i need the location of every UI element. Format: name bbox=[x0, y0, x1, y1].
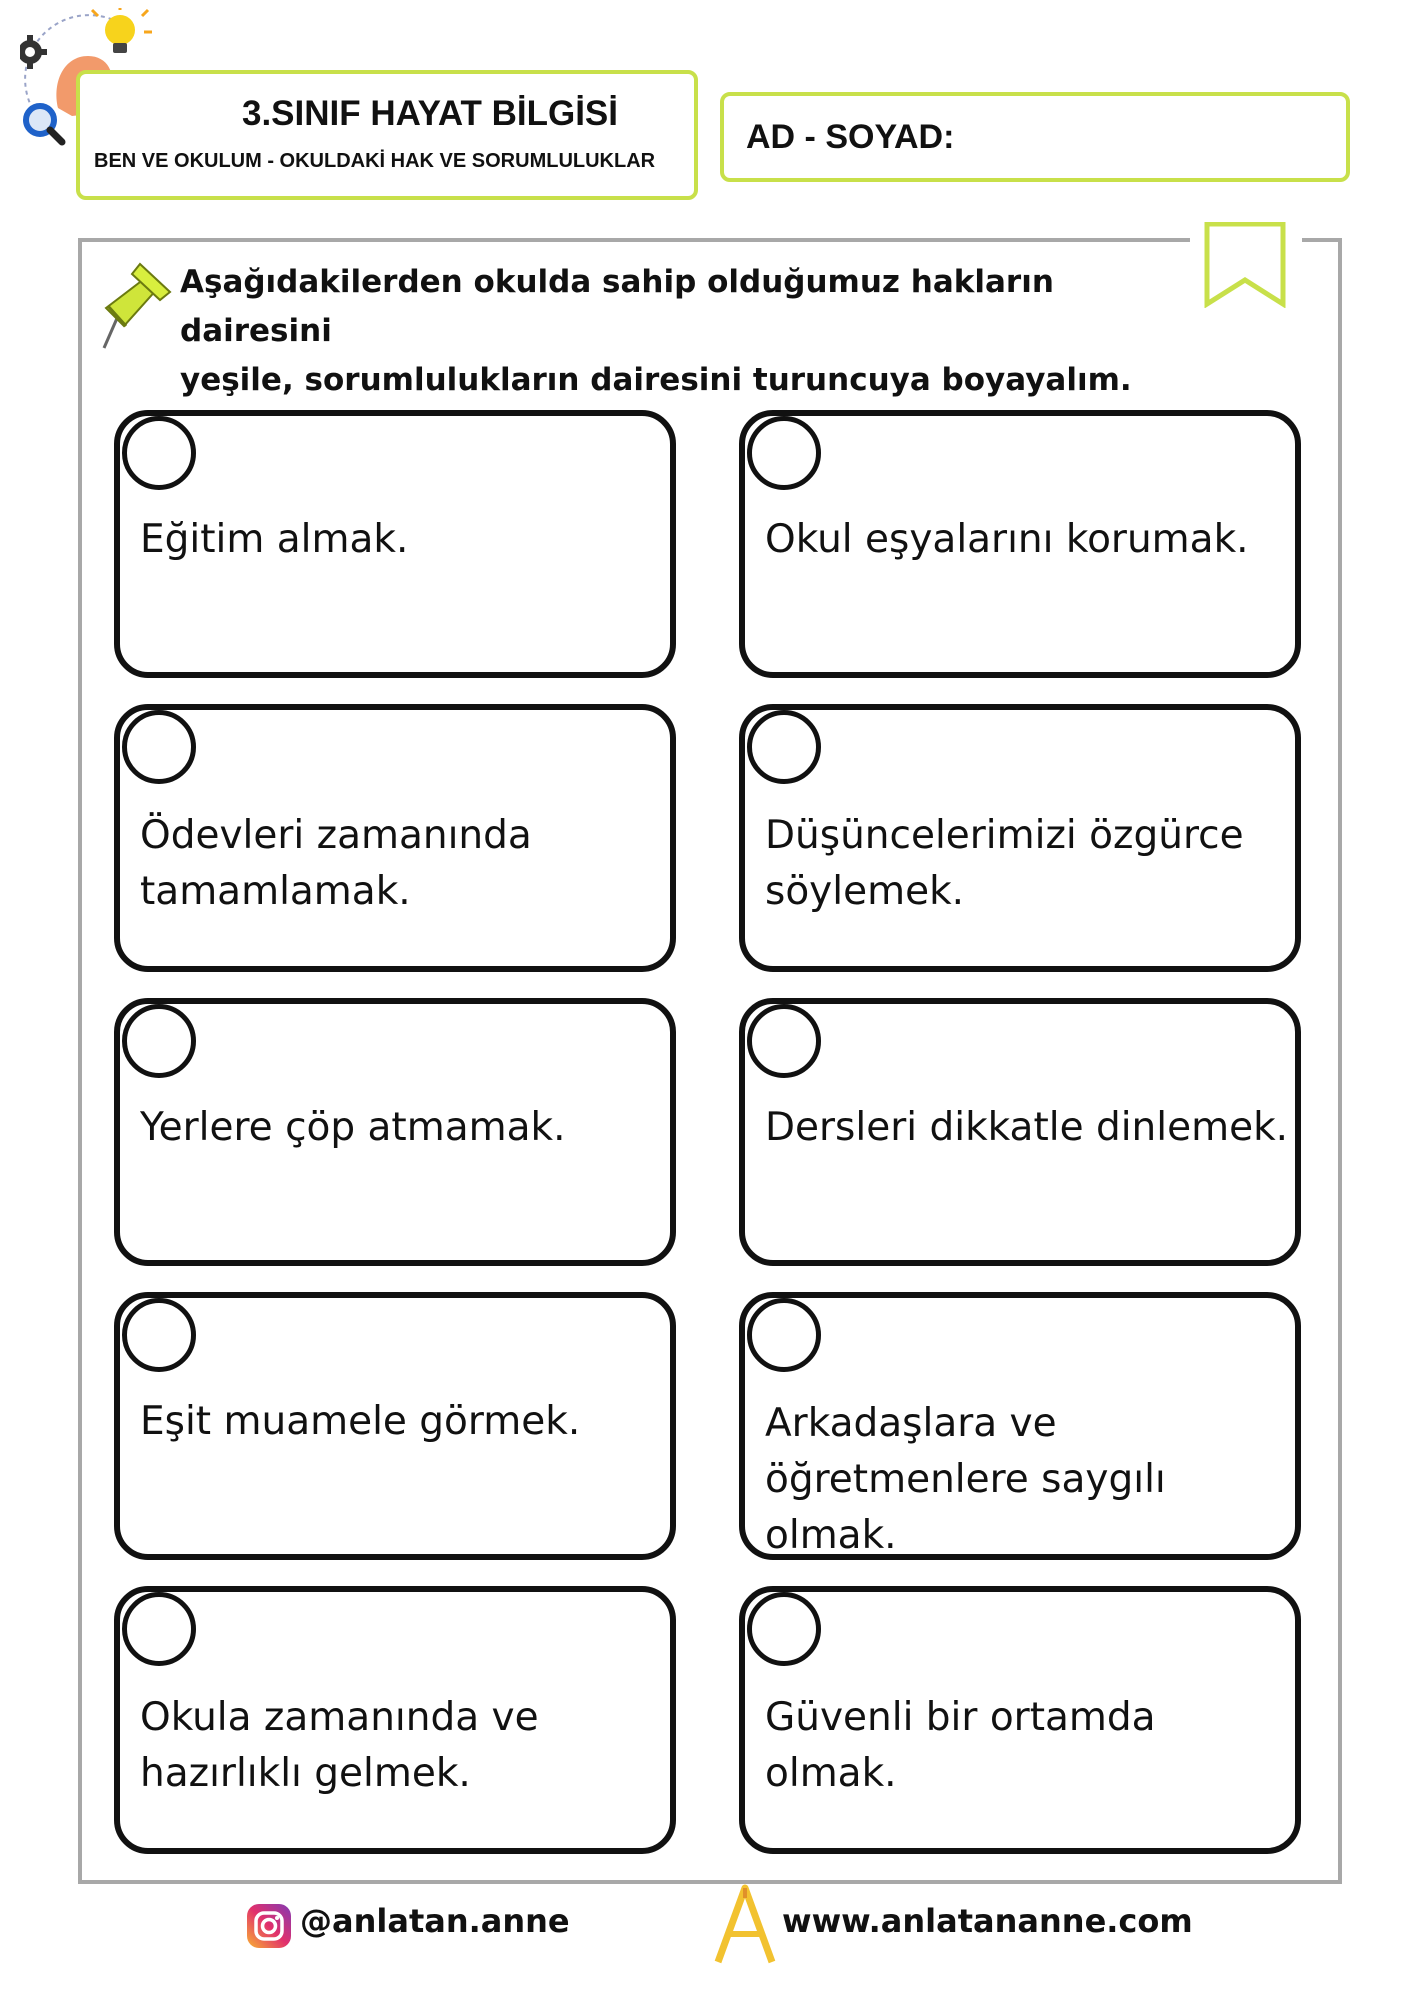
instruction-line-1: Aşağıdakilerden okulda sahip olduğumuz hakların dairesini bbox=[180, 264, 1054, 349]
name-field-box[interactable] bbox=[720, 92, 1350, 182]
pushpin-icon bbox=[96, 256, 176, 352]
statement-card bbox=[739, 410, 1301, 678]
magnifier-icon bbox=[26, 106, 62, 142]
color-circle[interactable] bbox=[122, 710, 196, 784]
color-circle[interactable] bbox=[747, 1592, 821, 1666]
statement-text: Okula zamanında ve hazırlıklı gelmek. bbox=[140, 1695, 539, 1796]
color-circle[interactable] bbox=[122, 1004, 196, 1078]
website-link[interactable]: www.anlatananne.com bbox=[782, 1902, 1193, 1940]
statement-text: Okul eşyalarını korumak. bbox=[765, 517, 1249, 562]
statement-card bbox=[739, 998, 1301, 1266]
color-circle[interactable] bbox=[122, 416, 196, 490]
instruction-text bbox=[180, 258, 1190, 405]
statement-text: Düşüncelerimizi özgürce söylemek. bbox=[765, 813, 1244, 914]
instagram-handle[interactable]: @anlatan.anne bbox=[300, 1902, 570, 1940]
color-circle[interactable] bbox=[122, 1298, 196, 1372]
instagram-icon[interactable] bbox=[246, 1903, 292, 1949]
name-label: AD - SOYAD: bbox=[746, 118, 955, 156]
bookmark-icon bbox=[1203, 222, 1287, 308]
title-box bbox=[76, 70, 698, 200]
statement-text: Eğitim almak. bbox=[140, 517, 409, 562]
page-title: 3.SINIF HAYAT BİLGİSİ bbox=[241, 94, 618, 133]
color-circle[interactable] bbox=[747, 1298, 821, 1372]
statement-card bbox=[114, 1292, 676, 1560]
statement-card bbox=[114, 998, 676, 1266]
statement-text: Yerlere çöp atmamak. bbox=[140, 1105, 566, 1150]
statement-card bbox=[739, 1586, 1301, 1854]
statement-text: Arkadaşlara ve öğretmenlere saygılı olmak. bbox=[765, 1401, 1166, 1558]
instruction-line-2: yeşile, sorumlulukların dairesini turuncuya boyayalım. bbox=[180, 362, 1132, 398]
statement-card bbox=[114, 410, 676, 678]
statement-text: Dersleri dikkatle dinlemek. bbox=[765, 1105, 1289, 1150]
statement-text: Güvenli bir ortamda olmak. bbox=[765, 1695, 1156, 1796]
a-logo-icon bbox=[712, 1884, 778, 1964]
lightbulb-icon bbox=[92, 8, 152, 53]
color-circle[interactable] bbox=[747, 1004, 821, 1078]
statement-card bbox=[114, 1586, 676, 1854]
statement-text: Ödevleri zamanında tamamlamak. bbox=[140, 813, 532, 914]
color-circle[interactable] bbox=[122, 1592, 196, 1666]
page-subtitle: BEN VE OKULUM - OKULDAKİ HAK VE SORUMLULUKLAR bbox=[94, 150, 656, 172]
statement-card bbox=[739, 704, 1301, 972]
statement-card bbox=[114, 704, 676, 972]
statement-card bbox=[739, 1292, 1301, 1560]
statement-text: Eşit muamele görmek. bbox=[140, 1399, 581, 1444]
color-circle[interactable] bbox=[747, 710, 821, 784]
gear-icon bbox=[20, 35, 47, 69]
color-circle[interactable] bbox=[747, 416, 821, 490]
